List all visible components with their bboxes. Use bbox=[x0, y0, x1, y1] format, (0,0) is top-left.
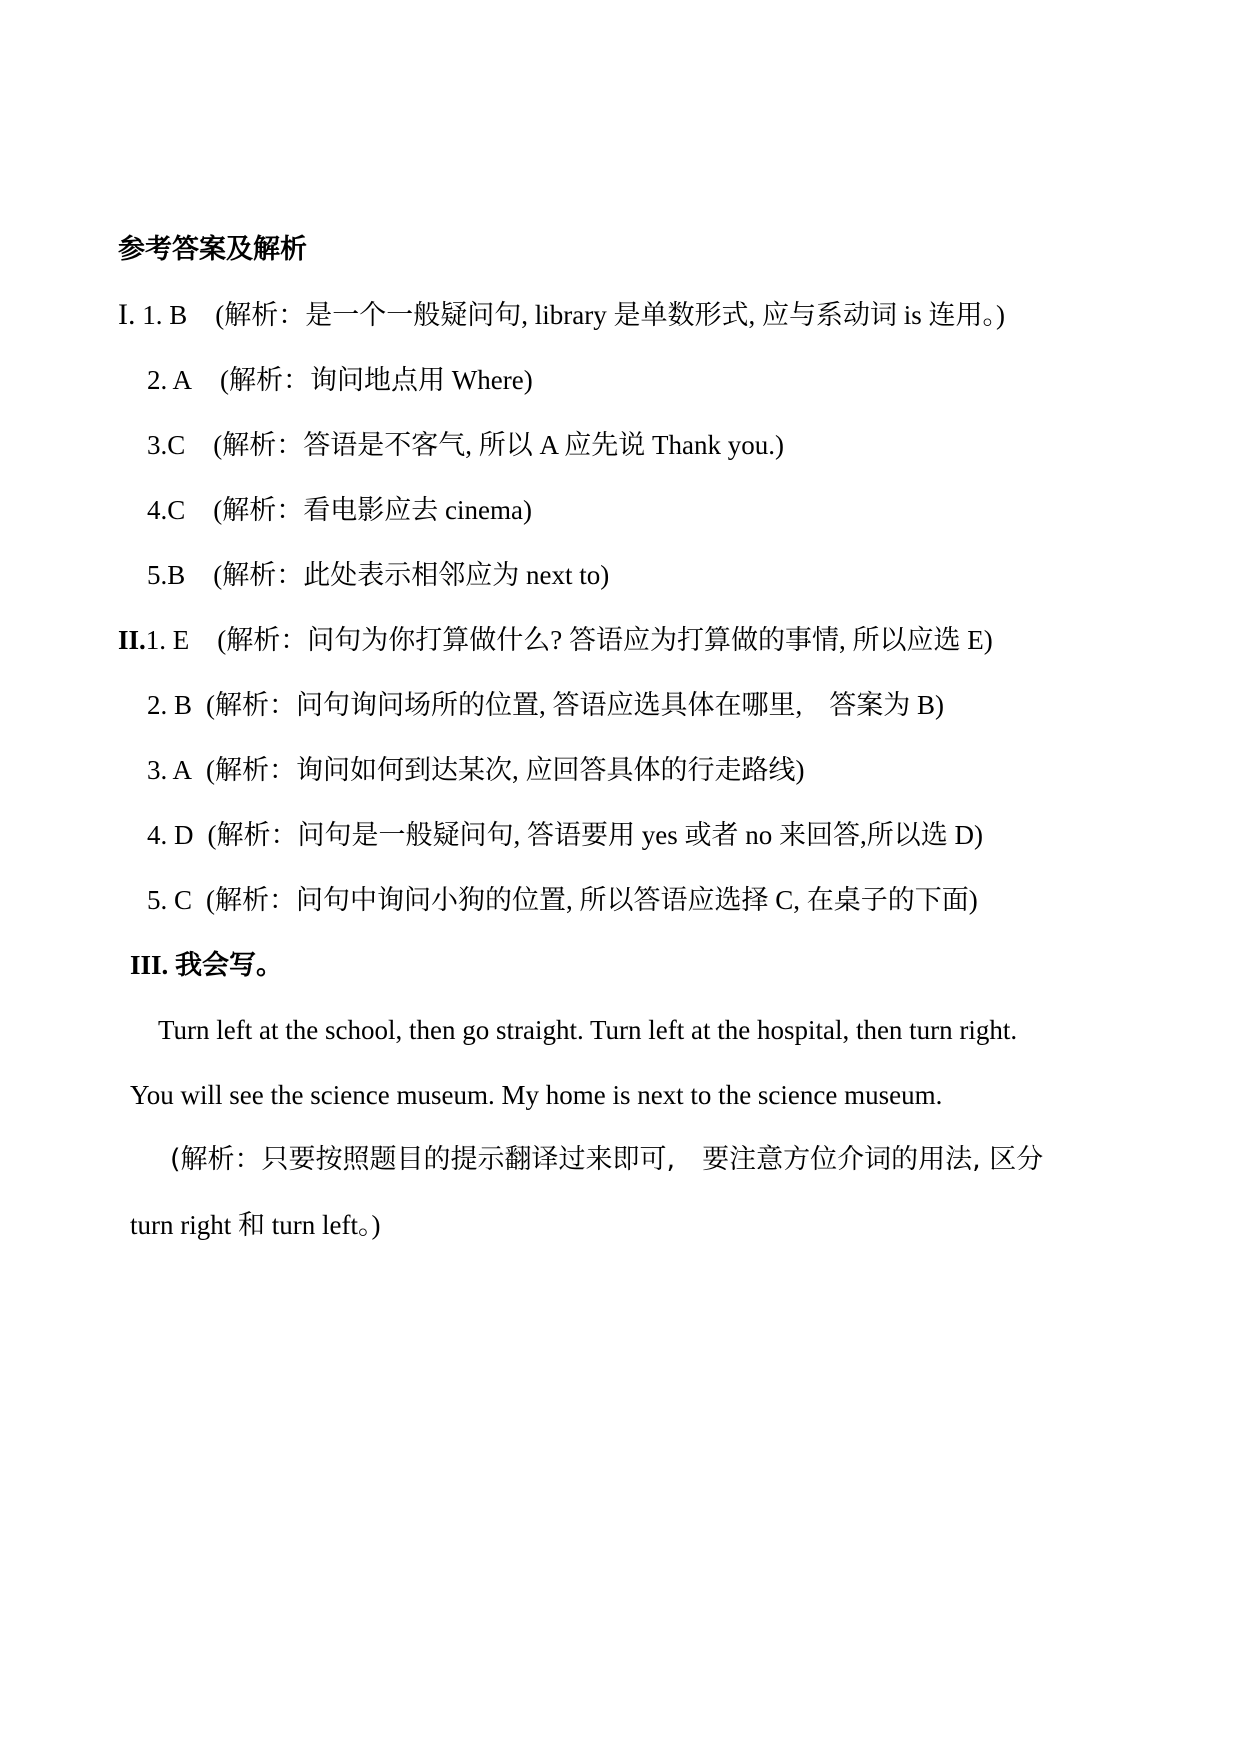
item-number: 3.C bbox=[147, 430, 186, 460]
section1-item-1 bbox=[118, 297, 1005, 333]
section3-label: III. bbox=[130, 950, 169, 980]
item-explanation: (解析：询问地点用 Where) bbox=[220, 365, 533, 395]
item-number: 4. D bbox=[147, 820, 194, 850]
section3-note-line-1: (解析：只要按照题目的提示翻译过来即可, 要注意方位介词的用法, 区分 bbox=[170, 1144, 1044, 1175]
item-number: 3. A bbox=[147, 755, 193, 785]
item-number: 4.C bbox=[147, 495, 186, 525]
item-number: 5. C bbox=[147, 885, 193, 915]
section1-item-2 bbox=[147, 362, 533, 398]
item-explanation: (解析：问句询问场所的位置, 答语应选具体在哪里, 答案为 B) bbox=[206, 690, 945, 720]
section2-item-2 bbox=[147, 687, 944, 723]
section2-label: II. bbox=[118, 625, 146, 655]
section3-heading bbox=[130, 947, 283, 984]
item-explanation: (解析：看电影应去 cinema) bbox=[213, 495, 532, 525]
item-number: 2. A bbox=[147, 365, 193, 395]
item-number: 2. B bbox=[147, 690, 193, 720]
section1-item-5 bbox=[147, 557, 609, 593]
section3-answer-line-2: You will see the science museum. My home is next to the science museum. bbox=[130, 1080, 943, 1110]
section1-item-3 bbox=[147, 427, 784, 463]
item-explanation: (解析：问句是一般疑问句, 答语要用 yes 或者 no 来回答,所以选 D) bbox=[207, 820, 983, 850]
section2-item-1 bbox=[118, 622, 993, 658]
section3-title: 我会写。 bbox=[175, 950, 284, 981]
item-explanation: (解析：此处表示相邻应为 next to) bbox=[213, 560, 610, 590]
page-title: 参考答案及解析 bbox=[118, 234, 307, 265]
section1-item-4 bbox=[147, 492, 532, 528]
section2-item-5 bbox=[147, 882, 978, 918]
item-explanation: (解析：是一个一般疑问句, library 是单数形式, 应与系动词 is 连用。) bbox=[215, 300, 1005, 330]
item-number: 5.B bbox=[147, 560, 186, 590]
section3-answer-line-1: Turn left at the school, then go straight. Turn left at the hospital, then turn right. bbox=[158, 1015, 1018, 1045]
item-explanation: (解析：答语是不客气, 所以 A 应先说 Thank you.) bbox=[213, 430, 784, 460]
item-explanation: (解析：询问如何到达某次, 应回答具体的行走路线) bbox=[206, 755, 805, 785]
section3-note-line-2: turn right 和 turn left。) bbox=[130, 1210, 381, 1240]
item-number: 1. E bbox=[145, 625, 190, 655]
item-explanation: (解析：问句为你打算做什么? 答语应为打算做的事情, 所以应选 E) bbox=[217, 625, 993, 655]
section2-item-3 bbox=[147, 752, 805, 788]
item-number: 1. B bbox=[142, 300, 188, 330]
item-explanation: (解析：问句中询问小狗的位置, 所以答语应选择 C, 在桌子的下面) bbox=[206, 885, 978, 915]
section1-label: I. bbox=[118, 298, 136, 331]
section2-item-4 bbox=[147, 817, 983, 853]
